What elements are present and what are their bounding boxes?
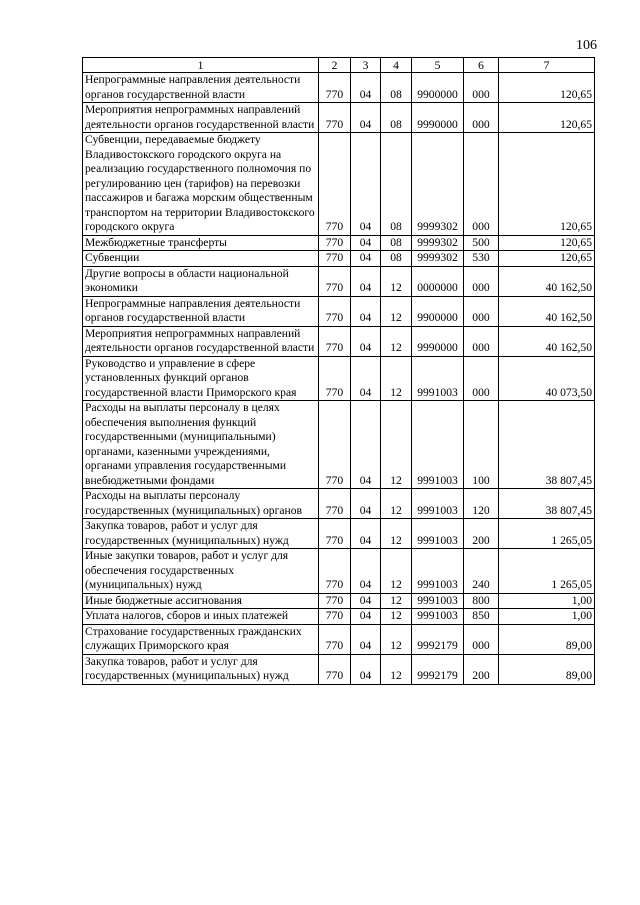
header-row <box>83 58 595 73</box>
cell-col-5: 9991003 <box>412 593 464 609</box>
cell-col-6: 200 <box>464 654 499 684</box>
cell-col-3: 04 <box>351 356 381 401</box>
cell-amount: 40 073,50 <box>499 356 595 401</box>
table-row <box>83 624 595 654</box>
table-row <box>83 296 595 326</box>
cell-col-3: 04 <box>351 73 381 103</box>
cell-name: Субвенции <box>83 251 319 267</box>
cell-name: Закупка товаров, работ и услуг для государственных (муниципальных) нужд <box>83 519 319 549</box>
cell-col-3: 04 <box>351 251 381 267</box>
cell-col-3: 04 <box>351 549 381 594</box>
cell-col-2: 770 <box>319 624 351 654</box>
cell-col-6: 000 <box>464 624 499 654</box>
cell-col-4: 12 <box>381 609 412 625</box>
cell-amount: 40 162,50 <box>499 326 595 356</box>
cell-col-4: 08 <box>381 251 412 267</box>
cell-name: Иные бюджетные ассигнования <box>83 593 319 609</box>
cell-name: Расходы на выплаты персоналу государственных (муниципальных) органов <box>83 489 319 519</box>
cell-col-6: 240 <box>464 549 499 594</box>
cell-amount: 1 265,05 <box>499 519 595 549</box>
cell-col-3: 04 <box>351 103 381 133</box>
cell-name: Страхование государственных гражданских служащих Приморского края <box>83 624 319 654</box>
cell-col-3: 04 <box>351 593 381 609</box>
cell-col-3: 04 <box>351 519 381 549</box>
cell-amount: 120,65 <box>499 251 595 267</box>
cell-name: Руководство и управление в сфере установленных функций органов государственной власти Приморского края <box>83 356 319 401</box>
cell-col-2: 770 <box>319 593 351 609</box>
cell-col-3: 04 <box>351 489 381 519</box>
cell-col-5: 9991003 <box>412 519 464 549</box>
cell-amount: 1,00 <box>499 593 595 609</box>
cell-col-3: 04 <box>351 654 381 684</box>
cell-col-6: 200 <box>464 519 499 549</box>
budget-table <box>82 57 595 685</box>
cell-col-2: 770 <box>319 133 351 236</box>
cell-col-5: 9900000 <box>412 296 464 326</box>
cell-col-6: 000 <box>464 133 499 236</box>
cell-name: Закупка товаров, работ и услуг для государственных (муниципальных) нужд <box>83 654 319 684</box>
cell-col-2: 770 <box>319 326 351 356</box>
cell-col-6: 500 <box>464 235 499 251</box>
cell-col-6: 000 <box>464 73 499 103</box>
cell-col-4: 12 <box>381 489 412 519</box>
cell-col-2: 770 <box>319 356 351 401</box>
cell-col-5: 9991003 <box>412 356 464 401</box>
table-row <box>83 489 595 519</box>
table-row <box>83 549 595 594</box>
cell-col-2: 770 <box>319 235 351 251</box>
table-row <box>83 251 595 267</box>
cell-amount: 40 162,50 <box>499 296 595 326</box>
cell-amount: 1,00 <box>499 609 595 625</box>
table-row <box>83 73 595 103</box>
cell-amount: 38 807,45 <box>499 401 595 489</box>
cell-col-5: 9992179 <box>412 624 464 654</box>
column-header: 1 <box>83 58 319 73</box>
cell-col-3: 04 <box>351 401 381 489</box>
cell-col-4: 12 <box>381 266 412 296</box>
cell-col-6: 100 <box>464 401 499 489</box>
cell-col-6: 530 <box>464 251 499 267</box>
cell-col-4: 12 <box>381 326 412 356</box>
cell-col-2: 770 <box>319 73 351 103</box>
cell-col-4: 12 <box>381 356 412 401</box>
cell-col-3: 04 <box>351 296 381 326</box>
cell-col-4: 08 <box>381 133 412 236</box>
cell-col-6: 000 <box>464 326 499 356</box>
cell-col-6: 850 <box>464 609 499 625</box>
cell-col-2: 770 <box>319 489 351 519</box>
cell-col-2: 770 <box>319 654 351 684</box>
cell-col-5: 9900000 <box>412 73 464 103</box>
cell-col-3: 04 <box>351 609 381 625</box>
cell-col-3: 04 <box>351 133 381 236</box>
cell-col-3: 04 <box>351 266 381 296</box>
cell-name: Иные закупки товаров, работ и услуг для обеспечения государственных (муниципальных) нужд <box>83 549 319 594</box>
cell-col-2: 770 <box>319 401 351 489</box>
cell-col-4: 08 <box>381 73 412 103</box>
cell-name: Непрограммные направления деятельности органов государственной власти <box>83 296 319 326</box>
table-row <box>83 235 595 251</box>
cell-col-3: 04 <box>351 624 381 654</box>
cell-col-5: 9999302 <box>412 235 464 251</box>
cell-col-4: 12 <box>381 654 412 684</box>
table-row <box>83 519 595 549</box>
cell-name: Уплата налогов, сборов и иных платежей <box>83 609 319 625</box>
cell-amount: 120,65 <box>499 235 595 251</box>
cell-col-6: 000 <box>464 266 499 296</box>
cell-col-4: 12 <box>381 624 412 654</box>
table-row <box>83 654 595 684</box>
cell-col-5: 9990000 <box>412 103 464 133</box>
cell-col-4: 08 <box>381 103 412 133</box>
cell-col-6: 000 <box>464 296 499 326</box>
column-header: 3 <box>351 58 381 73</box>
cell-amount: 120,65 <box>499 73 595 103</box>
cell-name: Мероприятия непрограммных направлений деятельности органов государственной власти <box>83 103 319 133</box>
column-header: 7 <box>499 58 595 73</box>
cell-col-5: 9992179 <box>412 654 464 684</box>
cell-amount: 40 162,50 <box>499 266 595 296</box>
cell-col-4: 08 <box>381 235 412 251</box>
table-row <box>83 326 595 356</box>
cell-name: Субвенции, передаваемые бюджету Владивостокского городского округа на реализацию государственного полномочия по регулированию цен (тарифов) на перевозки пассажиров и багажа морским общественным транспортом на территории Владивостокского городского округа <box>83 133 319 236</box>
cell-col-5: 9991003 <box>412 609 464 625</box>
cell-col-5: 9991003 <box>412 549 464 594</box>
table-row <box>83 401 595 489</box>
cell-name: Другие вопросы в области национальной экономики <box>83 266 319 296</box>
cell-col-2: 770 <box>319 519 351 549</box>
cell-col-5: 0000000 <box>412 266 464 296</box>
cell-amount: 1 265,05 <box>499 549 595 594</box>
cell-col-2: 770 <box>319 549 351 594</box>
cell-col-5: 9999302 <box>412 133 464 236</box>
cell-amount: 120,65 <box>499 133 595 236</box>
cell-col-5: 9999302 <box>412 251 464 267</box>
cell-amount: 38 807,45 <box>499 489 595 519</box>
column-header: 6 <box>464 58 499 73</box>
cell-col-4: 12 <box>381 549 412 594</box>
cell-col-2: 770 <box>319 266 351 296</box>
table-row <box>83 609 595 625</box>
cell-col-5: 9991003 <box>412 489 464 519</box>
page-number: 106 <box>576 38 597 53</box>
cell-col-4: 12 <box>381 519 412 549</box>
cell-name: Расходы на выплаты персоналу в целях обеспечения выполнения функций государственными (муниципальными) органами, казенными учреждениями, органами управления государственными внебюджетными фондами <box>83 401 319 489</box>
cell-amount: 120,65 <box>499 103 595 133</box>
cell-col-4: 12 <box>381 593 412 609</box>
cell-col-2: 770 <box>319 251 351 267</box>
cell-col-2: 770 <box>319 103 351 133</box>
cell-col-2: 770 <box>319 296 351 326</box>
cell-amount: 89,00 <box>499 654 595 684</box>
cell-col-2: 770 <box>319 609 351 625</box>
table-row <box>83 593 595 609</box>
cell-col-6: 000 <box>464 103 499 133</box>
cell-col-6: 800 <box>464 593 499 609</box>
cell-col-4: 12 <box>381 296 412 326</box>
cell-col-6: 120 <box>464 489 499 519</box>
table-row <box>83 266 595 296</box>
cell-col-6: 000 <box>464 356 499 401</box>
cell-col-4: 12 <box>381 401 412 489</box>
column-header: 5 <box>412 58 464 73</box>
cell-col-3: 04 <box>351 326 381 356</box>
table-row <box>83 133 595 236</box>
cell-name: Непрограммные направления деятельности органов государственной власти <box>83 73 319 103</box>
cell-col-5: 9991003 <box>412 401 464 489</box>
column-header: 4 <box>381 58 412 73</box>
cell-col-3: 04 <box>351 235 381 251</box>
cell-col-5: 9990000 <box>412 326 464 356</box>
cell-name: Межбюджетные трансферты <box>83 235 319 251</box>
column-header: 2 <box>319 58 351 73</box>
table-row <box>83 103 595 133</box>
cell-amount: 89,00 <box>499 624 595 654</box>
cell-name: Мероприятия непрограммных направлений деятельности органов государственной власти <box>83 326 319 356</box>
table-row <box>83 356 595 401</box>
